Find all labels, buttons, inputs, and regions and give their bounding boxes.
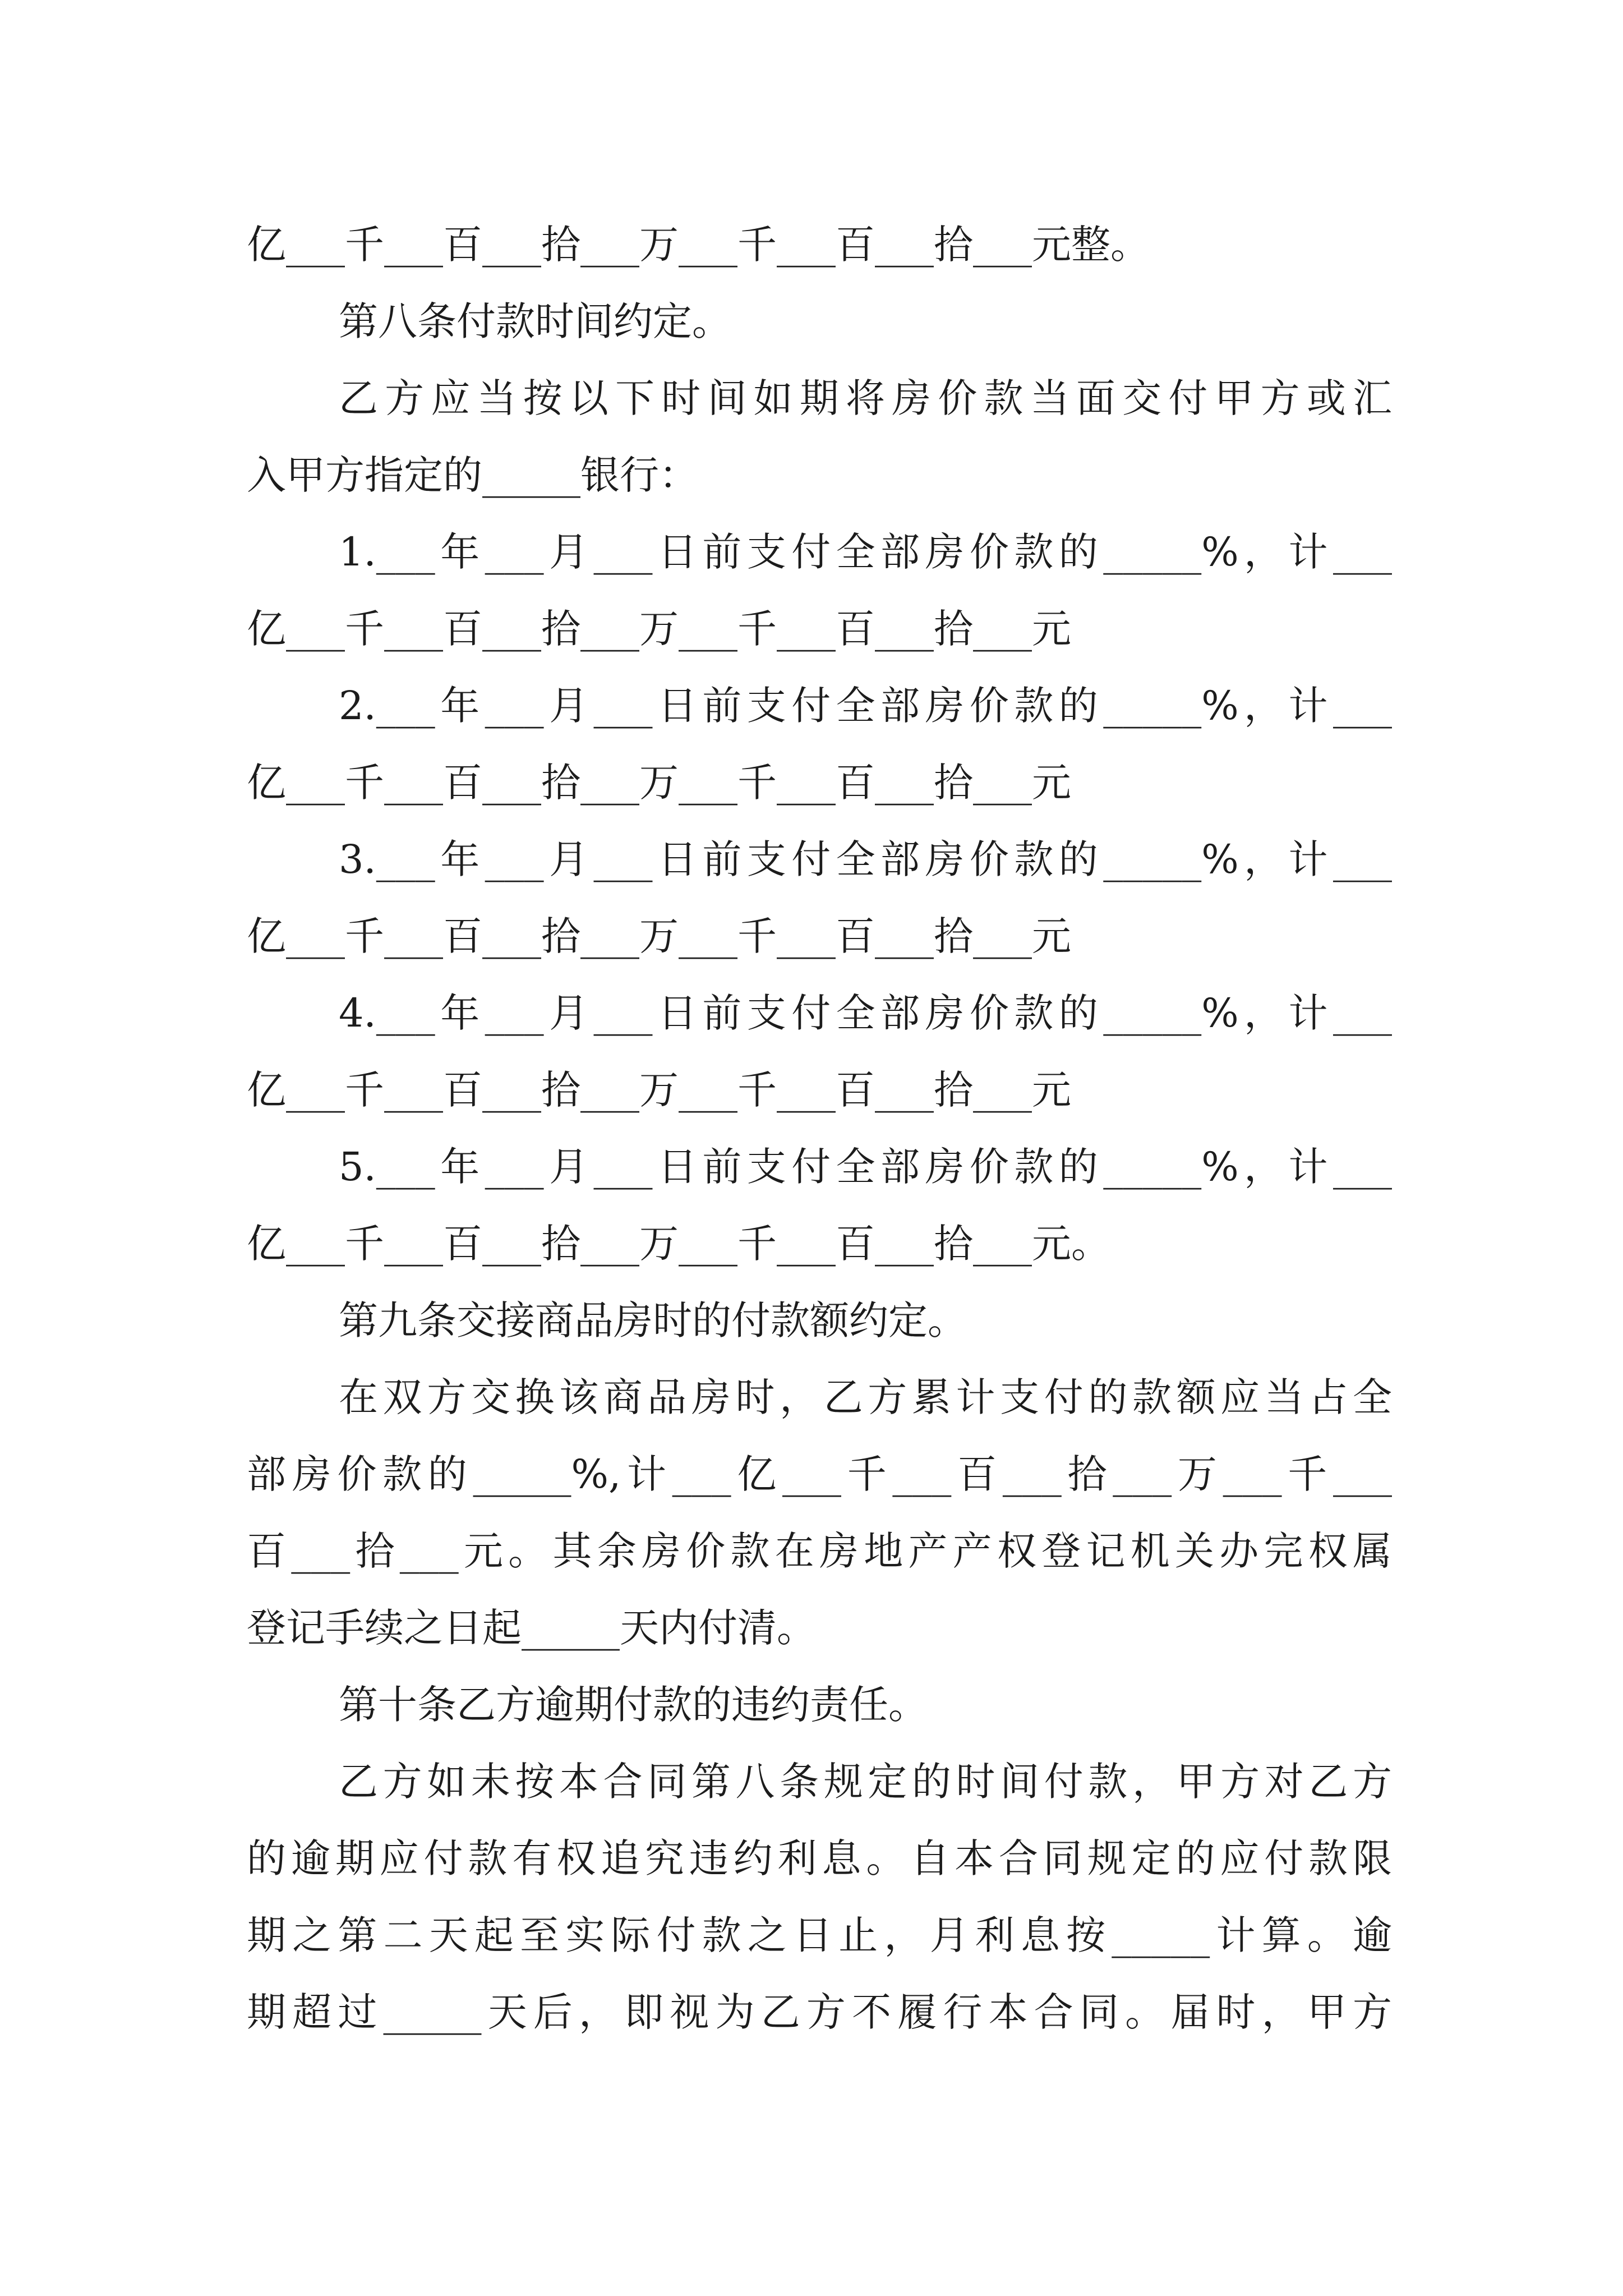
text-line: 百___拾___元。其余房价款在房地产产权登记机关办完权属 [247, 1528, 1392, 1574]
text-line: 期超过_____天后，即视为乙方不履行本合同。届时，甲方 [247, 1989, 1392, 2035]
text-line: 在双方交换该商品房时，乙方累计支付的款额应当占全 [339, 1374, 1392, 1420]
text-line: 1.___年___月___日前支付全部房价款的_____%，计___ [339, 529, 1392, 575]
text-line: 亿___千___百___拾___万___千___百___拾___元 [247, 913, 1071, 959]
text-line: 3.___年___月___日前支付全部房价款的_____%，计___ [339, 836, 1392, 882]
text-line: 亿___千___百___拾___万___千___百___拾___元整。 [247, 222, 1150, 268]
text-line: 亿___千___百___拾___万___千___百___拾___元 [247, 760, 1071, 806]
text-line: 第八条付款时间约定。 [339, 298, 731, 344]
text-line: 乙方如未按本合同第八条规定的时间付款，甲方对乙方 [339, 1759, 1392, 1805]
text-line: 亿___千___百___拾___万___千___百___拾___元 [247, 1067, 1071, 1113]
text-line: 亿___千___百___拾___万___千___百___拾___元 [247, 606, 1071, 652]
contract-body [247, 206, 1392, 2051]
text-line: 5.___年___月___日前支付全部房价款的_____%，计___ [339, 1144, 1392, 1190]
text-line: 第九条交接商品房时的付款额约定。 [339, 1297, 967, 1343]
text-line: 的逾期应付款有权追究违约利息。自本合同规定的应付款限 [247, 1835, 1392, 1881]
text-line: 亿___千___百___拾___万___千___百___拾___元。 [247, 1221, 1110, 1267]
text-line: 登记手续之日起_____天内付清。 [247, 1605, 816, 1651]
text-line: 入甲方指定的_____银行： [247, 452, 698, 498]
text-line: 期之第二天起至实际付款之日止，月利息按_____计算。逾 [247, 1912, 1392, 1958]
text-line: 4.___年___月___日前支付全部房价款的_____%，计___ [339, 990, 1392, 1036]
text-line: 第十条乙方逾期付款的违约责任。 [339, 1682, 928, 1728]
document-page [247, 206, 1392, 2051]
text-line: 乙方应当按以下时间如期将房价款当面交付甲方或汇 [339, 375, 1392, 421]
text-line: 部房价款的_____%,计___亿___千___百___拾___万___千___ [247, 1451, 1392, 1497]
text-line: 2.___年___月___日前支付全部房价款的_____%，计___ [339, 683, 1392, 729]
